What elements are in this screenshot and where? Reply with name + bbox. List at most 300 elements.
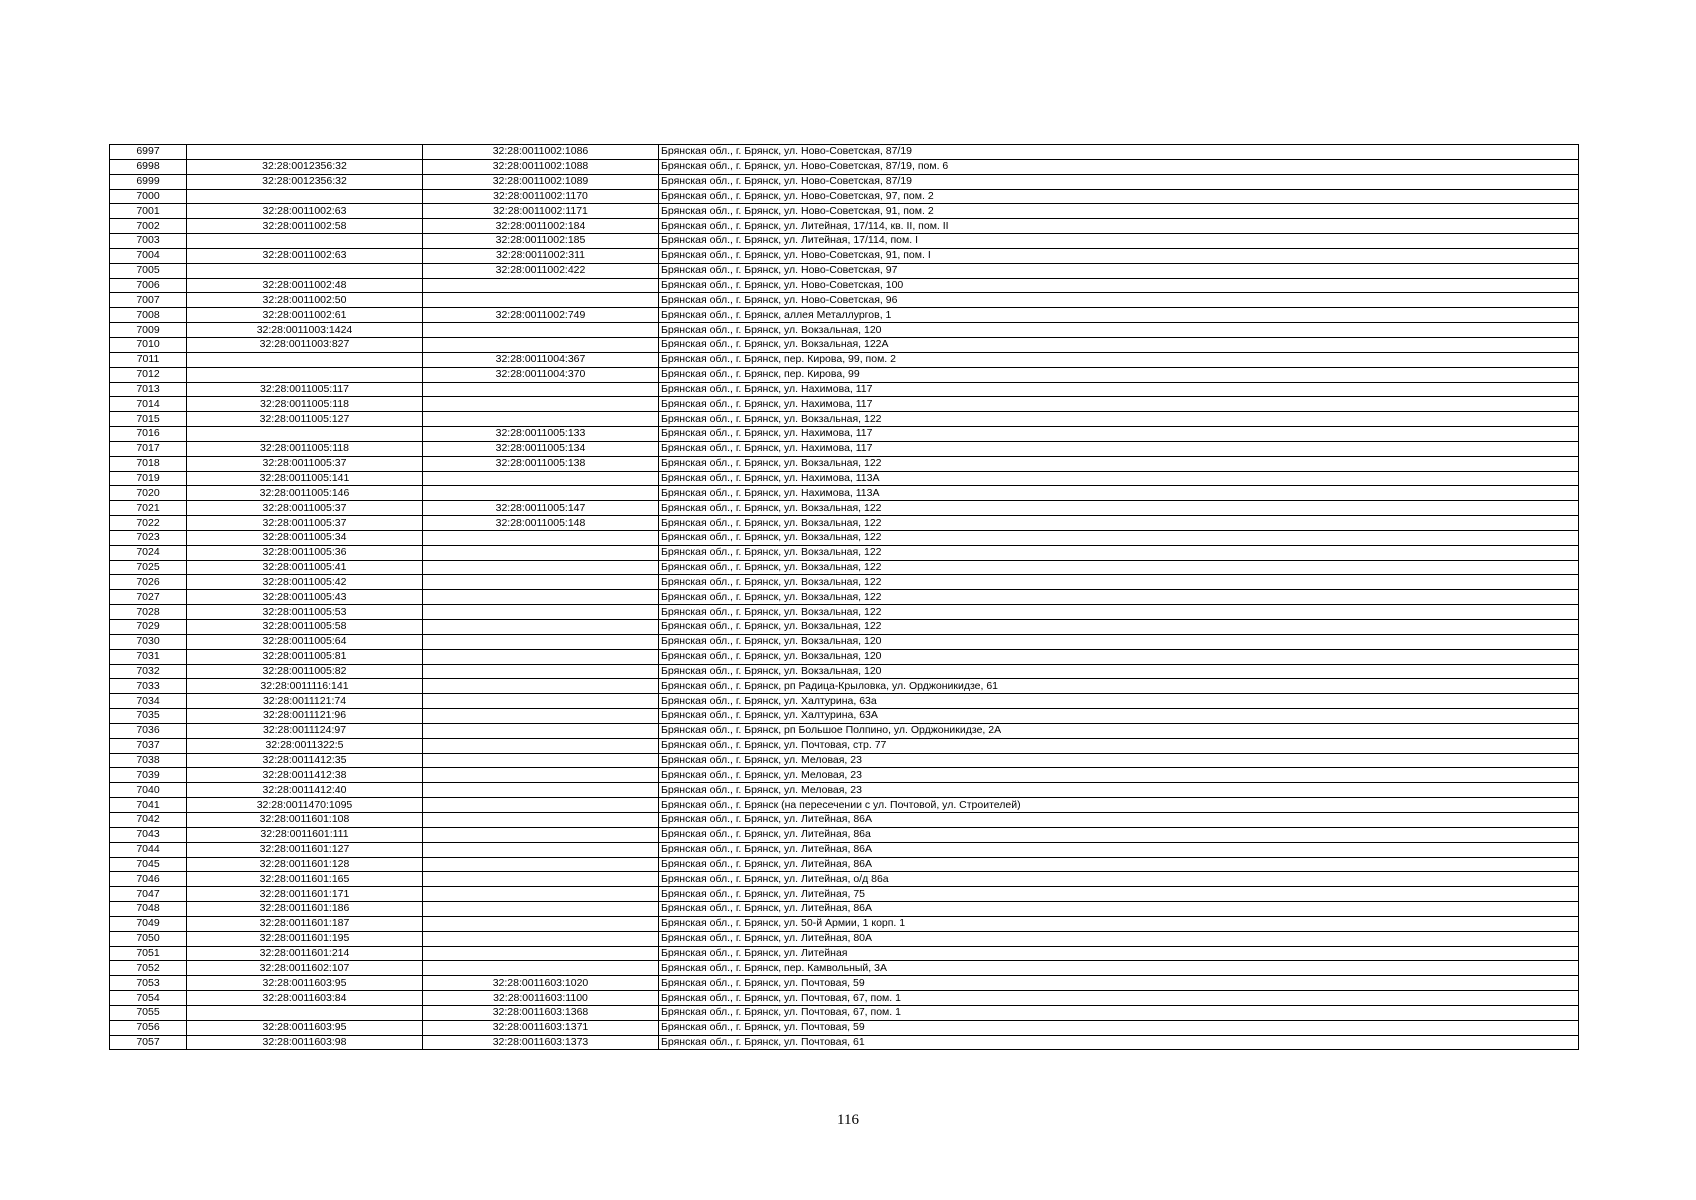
- row-number-cell: 7009: [110, 323, 187, 338]
- table-row: [110, 278, 1579, 293]
- row-number-cell: 7006: [110, 278, 187, 293]
- table-row: [110, 441, 1579, 456]
- row-number-cell: 7001: [110, 204, 187, 219]
- row-number-cell: 7021: [110, 501, 187, 516]
- land-cadastral-number-cell: 32:28:0011005:42: [187, 575, 423, 590]
- address-cell: Брянская обл., г. Брянск, ул. Литейная, 17/114, кв. II, пом. II: [659, 219, 1579, 234]
- row-number-cell: 7007: [110, 293, 187, 308]
- address-cell: Брянская обл., г. Брянск, ул. Литейная, 86А: [659, 842, 1579, 857]
- address-cell: Брянская обл., г. Брянск, ул. Литейная, о/д 86а: [659, 872, 1579, 887]
- table-row: [110, 337, 1579, 352]
- row-number-cell: 7046: [110, 872, 187, 887]
- table-row: [110, 1035, 1579, 1050]
- table-row: [110, 471, 1579, 486]
- building-cadastral-number-cell: [423, 397, 659, 412]
- address-cell: Брянская обл., г. Брянск, ул. Вокзальная, 122: [659, 530, 1579, 545]
- address-cell: Брянская обл., г. Брянск, ул. Вокзальная, 120: [659, 323, 1579, 338]
- building-cadastral-number-cell: [423, 872, 659, 887]
- land-cadastral-number-cell: 32:28:0011121:96: [187, 709, 423, 724]
- table-row: [110, 634, 1579, 649]
- land-cadastral-number-cell: [187, 427, 423, 442]
- land-cadastral-number-cell: 32:28:0012356:32: [187, 174, 423, 189]
- land-cadastral-number-cell: 32:28:0011005:146: [187, 486, 423, 501]
- row-number-cell: 7044: [110, 842, 187, 857]
- building-cadastral-number-cell: [423, 412, 659, 427]
- building-cadastral-number-cell: [423, 723, 659, 738]
- row-number-cell: 7030: [110, 634, 187, 649]
- land-cadastral-number-cell: 32:28:0011005:34: [187, 530, 423, 545]
- address-cell: Брянская обл., г. Брянск, ул. Вокзальная, 122: [659, 590, 1579, 605]
- building-cadastral-number-cell: [423, 946, 659, 961]
- land-cadastral-number-cell: 32:28:0011005:37: [187, 516, 423, 531]
- land-cadastral-number-cell: 32:28:0011005:58: [187, 620, 423, 635]
- address-cell: Брянская обл., г. Брянск, ул. Почтовая, стр. 77: [659, 738, 1579, 753]
- row-number-cell: 7014: [110, 397, 187, 412]
- row-number-cell: 7019: [110, 471, 187, 486]
- building-cadastral-number-cell: 32:28:0011603:1373: [423, 1035, 659, 1050]
- building-cadastral-number-cell: [423, 664, 659, 679]
- land-cadastral-number-cell: 32:28:0011005:37: [187, 456, 423, 471]
- address-cell: Брянская обл., г. Брянск, ул. Вокзальная, 120: [659, 649, 1579, 664]
- land-cadastral-number-cell: 32:28:0011322:5: [187, 738, 423, 753]
- building-cadastral-number-cell: [423, 323, 659, 338]
- table-row: [110, 501, 1579, 516]
- address-cell: Брянская обл., г. Брянск, ул. Ново-Советская, 100: [659, 278, 1579, 293]
- row-number-cell: 7018: [110, 456, 187, 471]
- address-cell: Брянская обл., г. Брянск, ул. Ново-Советская, 87/19: [659, 145, 1579, 160]
- building-cadastral-number-cell: [423, 530, 659, 545]
- building-cadastral-number-cell: 32:28:0011002:422: [423, 263, 659, 278]
- table-row: [110, 352, 1579, 367]
- land-cadastral-number-cell: 32:28:0011005:64: [187, 634, 423, 649]
- land-cadastral-number-cell: 32:28:0011121:74: [187, 694, 423, 709]
- address-cell: Брянская обл., г. Брянск, ул. Меловая, 23: [659, 768, 1579, 783]
- building-cadastral-number-cell: [423, 471, 659, 486]
- address-cell: Брянская обл., г. Брянск, ул. Нахимова, 113А: [659, 486, 1579, 501]
- table-row: [110, 694, 1579, 709]
- row-number-cell: 7003: [110, 234, 187, 249]
- address-cell: Брянская обл., г. Брянск, ул. Литейная: [659, 946, 1579, 961]
- land-cadastral-number-cell: 32:28:0011005:43: [187, 590, 423, 605]
- table-row: [110, 738, 1579, 753]
- table-row: [110, 145, 1579, 160]
- address-cell: Брянская обл., г. Брянск, ул. Халтурина, 63А: [659, 709, 1579, 724]
- building-cadastral-number-cell: [423, 560, 659, 575]
- table-row: [110, 575, 1579, 590]
- building-cadastral-number-cell: 32:28:0011603:1100: [423, 991, 659, 1006]
- land-cadastral-number-cell: 32:28:0011601:111: [187, 827, 423, 842]
- page-number: 116: [837, 1112, 859, 1128]
- address-cell: Брянская обл., г. Брянск, ул. Нахимова, 117: [659, 441, 1579, 456]
- building-cadastral-number-cell: 32:28:0011004:367: [423, 352, 659, 367]
- row-number-cell: 7052: [110, 961, 187, 976]
- building-cadastral-number-cell: [423, 961, 659, 976]
- land-cadastral-number-cell: [187, 367, 423, 382]
- table-row: [110, 961, 1579, 976]
- table-row: [110, 649, 1579, 664]
- land-cadastral-number-cell: 32:28:0011005:118: [187, 441, 423, 456]
- land-cadastral-number-cell: [187, 145, 423, 160]
- address-cell: Брянская обл., г. Брянск, ул. Почтовая, 61: [659, 1035, 1579, 1050]
- land-cadastral-number-cell: 32:28:0012356:32: [187, 159, 423, 174]
- row-number-cell: 6997: [110, 145, 187, 160]
- building-cadastral-number-cell: [423, 857, 659, 872]
- building-cadastral-number-cell: 32:28:0011002:1170: [423, 189, 659, 204]
- land-cadastral-number-cell: 32:28:0011601:195: [187, 931, 423, 946]
- table-row: [110, 530, 1579, 545]
- address-cell: Брянская обл., г. Брянск, ул. Ново-Советская, 91, пом. 2: [659, 204, 1579, 219]
- table-row: [110, 812, 1579, 827]
- building-cadastral-number-cell: 32:28:0011002:749: [423, 308, 659, 323]
- row-number-cell: 7004: [110, 248, 187, 263]
- building-cadastral-number-cell: 32:28:0011005:147: [423, 501, 659, 516]
- land-cadastral-number-cell: 32:28:0011412:35: [187, 753, 423, 768]
- row-number-cell: 7010: [110, 337, 187, 352]
- row-number-cell: 7020: [110, 486, 187, 501]
- table-row: [110, 323, 1579, 338]
- table-row: [110, 293, 1579, 308]
- building-cadastral-number-cell: [423, 293, 659, 308]
- land-cadastral-number-cell: 32:28:0011601:187: [187, 916, 423, 931]
- table-row: [110, 1005, 1579, 1020]
- row-number-cell: 7050: [110, 931, 187, 946]
- table-row: [110, 590, 1579, 605]
- building-cadastral-number-cell: [423, 545, 659, 560]
- address-cell: Брянская обл., г. Брянск, ул. Вокзальная, 122: [659, 620, 1579, 635]
- address-cell: Брянская обл., г. Брянск, ул. Меловая, 23: [659, 753, 1579, 768]
- building-cadastral-number-cell: [423, 738, 659, 753]
- table-row: [110, 204, 1579, 219]
- row-number-cell: 7037: [110, 738, 187, 753]
- address-cell: Брянская обл., г. Брянск, ул. Литейная, 17/114, пом. I: [659, 234, 1579, 249]
- building-cadastral-number-cell: [423, 798, 659, 813]
- building-cadastral-number-cell: [423, 887, 659, 902]
- land-cadastral-number-cell: 32:28:0011005:37: [187, 501, 423, 516]
- building-cadastral-number-cell: [423, 768, 659, 783]
- building-cadastral-number-cell: [423, 694, 659, 709]
- land-cadastral-number-cell: 32:28:0011601:108: [187, 812, 423, 827]
- land-cadastral-number-cell: 32:28:0011005:118: [187, 397, 423, 412]
- land-cadastral-number-cell: [187, 263, 423, 278]
- row-number-cell: 7013: [110, 382, 187, 397]
- table-row: [110, 916, 1579, 931]
- table-row: [110, 709, 1579, 724]
- table-row: [110, 159, 1579, 174]
- building-cadastral-number-cell: 32:28:0011002:1088: [423, 159, 659, 174]
- building-cadastral-number-cell: [423, 382, 659, 397]
- table-row: [110, 367, 1579, 382]
- table-row: [110, 902, 1579, 917]
- address-cell: Брянская обл., г. Брянск, ул. Вокзальная, 122: [659, 516, 1579, 531]
- table-row: [110, 263, 1579, 278]
- row-number-cell: 7028: [110, 605, 187, 620]
- address-cell: Брянская обл., г. Брянск, ул. Литейная, 86А: [659, 902, 1579, 917]
- land-cadastral-number-cell: 32:28:0011116:141: [187, 679, 423, 694]
- address-cell: Брянская обл., г. Брянск, ул. Халтурина, 63а: [659, 694, 1579, 709]
- address-cell: Брянская обл., г. Брянск, ул. Почтовая, 59: [659, 1020, 1579, 1035]
- row-number-cell: 7035: [110, 709, 187, 724]
- table-row: [110, 857, 1579, 872]
- table-row: [110, 516, 1579, 531]
- land-cadastral-number-cell: 32:28:0011002:61: [187, 308, 423, 323]
- land-cadastral-number-cell: 32:28:0011005:41: [187, 560, 423, 575]
- row-number-cell: 7015: [110, 412, 187, 427]
- property-register-table: [109, 144, 1579, 1050]
- table-row: [110, 545, 1579, 560]
- building-cadastral-number-cell: [423, 827, 659, 842]
- land-cadastral-number-cell: 32:28:0011601:127: [187, 842, 423, 857]
- address-cell: Брянская обл., г. Брянск, ул. Вокзальная, 120: [659, 634, 1579, 649]
- land-cadastral-number-cell: [187, 1005, 423, 1020]
- land-cadastral-number-cell: 32:28:0011603:95: [187, 1020, 423, 1035]
- building-cadastral-number-cell: 32:28:0011002:184: [423, 219, 659, 234]
- table-row: [110, 248, 1579, 263]
- building-cadastral-number-cell: 32:28:0011002:1089: [423, 174, 659, 189]
- table-row: [110, 679, 1579, 694]
- address-cell: Брянская обл., г. Брянск, рп Большое Полпино, ул. Орджоникидзе, 2А: [659, 723, 1579, 738]
- building-cadastral-number-cell: [423, 649, 659, 664]
- table-row: [110, 219, 1579, 234]
- address-cell: Брянская обл., г. Брянск, пер. Кирова, 99, пом. 2: [659, 352, 1579, 367]
- address-cell: Брянская обл., г. Брянск, ул. Вокзальная, 122: [659, 501, 1579, 516]
- address-cell: Брянская обл., г. Брянск, ул. Вокзальная, 122А: [659, 337, 1579, 352]
- table-row: [110, 486, 1579, 501]
- row-number-cell: 7022: [110, 516, 187, 531]
- address-cell: Брянская обл., г. Брянск, ул. Вокзальная, 122: [659, 456, 1579, 471]
- table-row: [110, 842, 1579, 857]
- address-cell: Брянская обл., г. Брянск, рп Радица-Крыловка, ул. Орджоникидзе, 61: [659, 679, 1579, 694]
- row-number-cell: 7000: [110, 189, 187, 204]
- land-cadastral-number-cell: 32:28:0011002:58: [187, 219, 423, 234]
- address-cell: Брянская обл., г. Брянск, ул. Нахимова, 117: [659, 427, 1579, 442]
- address-cell: Брянская обл., г. Брянск, ул. Ново-Советская, 87/19, пом. 6: [659, 159, 1579, 174]
- land-cadastral-number-cell: 32:28:0011002:50: [187, 293, 423, 308]
- land-cadastral-number-cell: 32:28:0011003:827: [187, 337, 423, 352]
- address-cell: Брянская обл., г. Брянск (на пересечении с ул. Почтовой, ул. Строителей): [659, 798, 1579, 813]
- land-cadastral-number-cell: 32:28:0011601:186: [187, 902, 423, 917]
- building-cadastral-number-cell: [423, 634, 659, 649]
- row-number-cell: 7017: [110, 441, 187, 456]
- building-cadastral-number-cell: 32:28:0011005:133: [423, 427, 659, 442]
- row-number-cell: 7027: [110, 590, 187, 605]
- land-cadastral-number-cell: 32:28:0011603:98: [187, 1035, 423, 1050]
- row-number-cell: 7024: [110, 545, 187, 560]
- building-cadastral-number-cell: [423, 902, 659, 917]
- land-cadastral-number-cell: 32:28:0011601:214: [187, 946, 423, 961]
- table-row: [110, 798, 1579, 813]
- table-row: [110, 189, 1579, 204]
- table-row: [110, 1020, 1579, 1035]
- land-cadastral-number-cell: 32:28:0011601:128: [187, 857, 423, 872]
- building-cadastral-number-cell: [423, 679, 659, 694]
- address-cell: Брянская обл., г. Брянск, ул. Ново-Советская, 96: [659, 293, 1579, 308]
- address-cell: Брянская обл., г. Брянск, ул. Ново-Советская, 91, пом. I: [659, 248, 1579, 263]
- building-cadastral-number-cell: [423, 620, 659, 635]
- address-cell: Брянская обл., г. Брянск, ул. Почтовая, 67, пом. 1: [659, 991, 1579, 1006]
- table-row: [110, 456, 1579, 471]
- land-cadastral-number-cell: 32:28:0011005:141: [187, 471, 423, 486]
- land-cadastral-number-cell: 32:28:0011601:165: [187, 872, 423, 887]
- land-cadastral-number-cell: 32:28:0011005:117: [187, 382, 423, 397]
- row-number-cell: 7016: [110, 427, 187, 442]
- address-cell: Брянская обл., г. Брянск, ул. Вокзальная, 122: [659, 560, 1579, 575]
- table-row: [110, 827, 1579, 842]
- row-number-cell: 7032: [110, 664, 187, 679]
- land-cadastral-number-cell: 32:28:0011002:48: [187, 278, 423, 293]
- table-row: [110, 783, 1579, 798]
- table-row: [110, 664, 1579, 679]
- table-row: [110, 397, 1579, 412]
- address-cell: Брянская обл., г. Брянск, ул. Нахимова, 117: [659, 382, 1579, 397]
- table-row: [110, 560, 1579, 575]
- land-cadastral-number-cell: 32:28:0011002:63: [187, 248, 423, 263]
- row-number-cell: 7025: [110, 560, 187, 575]
- land-cadastral-number-cell: 32:28:0011603:95: [187, 976, 423, 991]
- row-number-cell: 7045: [110, 857, 187, 872]
- row-number-cell: 7038: [110, 753, 187, 768]
- table-row: [110, 427, 1579, 442]
- address-cell: Брянская обл., г. Брянск, ул. 50-й Армии, 1 корп. 1: [659, 916, 1579, 931]
- table-row: [110, 991, 1579, 1006]
- table-row: [110, 723, 1579, 738]
- building-cadastral-number-cell: [423, 337, 659, 352]
- row-number-cell: 6998: [110, 159, 187, 174]
- building-cadastral-number-cell: [423, 812, 659, 827]
- address-cell: Брянская обл., г. Брянск, ул. Вокзальная, 122: [659, 575, 1579, 590]
- row-number-cell: 7034: [110, 694, 187, 709]
- address-cell: Брянская обл., г. Брянск, ул. Ново-Советская, 87/19: [659, 174, 1579, 189]
- building-cadastral-number-cell: 32:28:0011002:311: [423, 248, 659, 263]
- building-cadastral-number-cell: 32:28:0011004:370: [423, 367, 659, 382]
- table-row: [110, 976, 1579, 991]
- address-cell: Брянская обл., г. Брянск, ул. Нахимова, 113А: [659, 471, 1579, 486]
- table-row: [110, 768, 1579, 783]
- building-cadastral-number-cell: [423, 931, 659, 946]
- building-cadastral-number-cell: [423, 753, 659, 768]
- building-cadastral-number-cell: [423, 783, 659, 798]
- row-number-cell: 7026: [110, 575, 187, 590]
- table-row: [110, 382, 1579, 397]
- row-number-cell: 7047: [110, 887, 187, 902]
- table-row: [110, 308, 1579, 323]
- table-row: [110, 931, 1579, 946]
- row-number-cell: 7049: [110, 916, 187, 931]
- land-cadastral-number-cell: 32:28:0011003:1424: [187, 323, 423, 338]
- row-number-cell: 7031: [110, 649, 187, 664]
- land-cadastral-number-cell: 32:28:0011412:38: [187, 768, 423, 783]
- row-number-cell: 6999: [110, 174, 187, 189]
- land-cadastral-number-cell: 32:28:0011603:84: [187, 991, 423, 1006]
- land-cadastral-number-cell: [187, 352, 423, 367]
- land-cadastral-number-cell: 32:28:0011005:36: [187, 545, 423, 560]
- table-row: [110, 174, 1579, 189]
- land-cadastral-number-cell: 32:28:0011005:127: [187, 412, 423, 427]
- building-cadastral-number-cell: [423, 575, 659, 590]
- building-cadastral-number-cell: [423, 709, 659, 724]
- table-body: [110, 145, 1579, 1050]
- building-cadastral-number-cell: 32:28:0011002:185: [423, 234, 659, 249]
- address-cell: Брянская обл., г. Брянск, ул. Литейная, 86А: [659, 812, 1579, 827]
- land-cadastral-number-cell: 32:28:0011602:107: [187, 961, 423, 976]
- row-number-cell: 7055: [110, 1005, 187, 1020]
- row-number-cell: 7057: [110, 1035, 187, 1050]
- address-cell: Брянская обл., г. Брянск, ул. Почтовая, 67, пом. 1: [659, 1005, 1579, 1020]
- address-cell: Брянская обл., г. Брянск, ул. Вокзальная, 122: [659, 605, 1579, 620]
- land-cadastral-number-cell: [187, 234, 423, 249]
- address-cell: Брянская обл., г. Брянск, пер. Камвольный, 3А: [659, 961, 1579, 976]
- building-cadastral-number-cell: 32:28:0011002:1086: [423, 145, 659, 160]
- land-cadastral-number-cell: 32:28:0011002:63: [187, 204, 423, 219]
- address-cell: Брянская обл., г. Брянск, ул. Литейная, 75: [659, 887, 1579, 902]
- row-number-cell: 7008: [110, 308, 187, 323]
- row-number-cell: 7002: [110, 219, 187, 234]
- row-number-cell: 7051: [110, 946, 187, 961]
- table-row: [110, 872, 1579, 887]
- row-number-cell: 7005: [110, 263, 187, 278]
- address-cell: Брянская обл., г. Брянск, ул. Нахимова, 117: [659, 397, 1579, 412]
- table-row: [110, 234, 1579, 249]
- row-number-cell: 7040: [110, 783, 187, 798]
- building-cadastral-number-cell: 32:28:0011005:148: [423, 516, 659, 531]
- building-cadastral-number-cell: [423, 486, 659, 501]
- land-cadastral-number-cell: [187, 189, 423, 204]
- land-cadastral-number-cell: 32:28:0011412:40: [187, 783, 423, 798]
- land-cadastral-number-cell: 32:28:0011005:53: [187, 605, 423, 620]
- table-row: [110, 412, 1579, 427]
- row-number-cell: 7039: [110, 768, 187, 783]
- land-cadastral-number-cell: 32:28:0011005:82: [187, 664, 423, 679]
- land-cadastral-number-cell: 32:28:0011601:171: [187, 887, 423, 902]
- address-cell: Брянская обл., г. Брянск, ул. Вокзальная, 122: [659, 412, 1579, 427]
- address-cell: Брянская обл., г. Брянск, ул. Литейная, 86а: [659, 827, 1579, 842]
- table-row: [110, 605, 1579, 620]
- building-cadastral-number-cell: [423, 916, 659, 931]
- land-cadastral-number-cell: 32:28:0011470:1095: [187, 798, 423, 813]
- address-cell: Брянская обл., г. Брянск, ул. Ново-Советская, 97: [659, 263, 1579, 278]
- row-number-cell: 7012: [110, 367, 187, 382]
- address-cell: Брянская обл., г. Брянск, ул. Меловая, 23: [659, 783, 1579, 798]
- row-number-cell: 7011: [110, 352, 187, 367]
- row-number-cell: 7043: [110, 827, 187, 842]
- building-cadastral-number-cell: 32:28:0011005:134: [423, 441, 659, 456]
- address-cell: Брянская обл., г. Брянск, аллея Металлургов, 1: [659, 308, 1579, 323]
- row-number-cell: 7056: [110, 1020, 187, 1035]
- building-cadastral-number-cell: 32:28:0011603:1020: [423, 976, 659, 991]
- table-row: [110, 946, 1579, 961]
- building-cadastral-number-cell: [423, 278, 659, 293]
- row-number-cell: 7048: [110, 902, 187, 917]
- building-cadastral-number-cell: [423, 605, 659, 620]
- address-cell: Брянская обл., г. Брянск, ул. Литейная, 80А: [659, 931, 1579, 946]
- address-cell: Брянская обл., г. Брянск, ул. Почтовая, 59: [659, 976, 1579, 991]
- address-cell: Брянская обл., г. Брянск, ул. Ново-Советская, 97, пом. 2: [659, 189, 1579, 204]
- address-cell: Брянская обл., г. Брянск, пер. Кирова, 99: [659, 367, 1579, 382]
- building-cadastral-number-cell: [423, 842, 659, 857]
- land-cadastral-number-cell: 32:28:0011124:97: [187, 723, 423, 738]
- address-cell: Брянская обл., г. Брянск, ул. Вокзальная, 122: [659, 545, 1579, 560]
- row-number-cell: 7029: [110, 620, 187, 635]
- row-number-cell: 7041: [110, 798, 187, 813]
- land-cadastral-number-cell: 32:28:0011005:81: [187, 649, 423, 664]
- row-number-cell: 7033: [110, 679, 187, 694]
- row-number-cell: 7054: [110, 991, 187, 1006]
- row-number-cell: 7036: [110, 723, 187, 738]
- building-cadastral-number-cell: 32:28:0011603:1368: [423, 1005, 659, 1020]
- row-number-cell: 7053: [110, 976, 187, 991]
- building-cadastral-number-cell: 32:28:0011002:1171: [423, 204, 659, 219]
- building-cadastral-number-cell: 32:28:0011603:1371: [423, 1020, 659, 1035]
- table-row: [110, 887, 1579, 902]
